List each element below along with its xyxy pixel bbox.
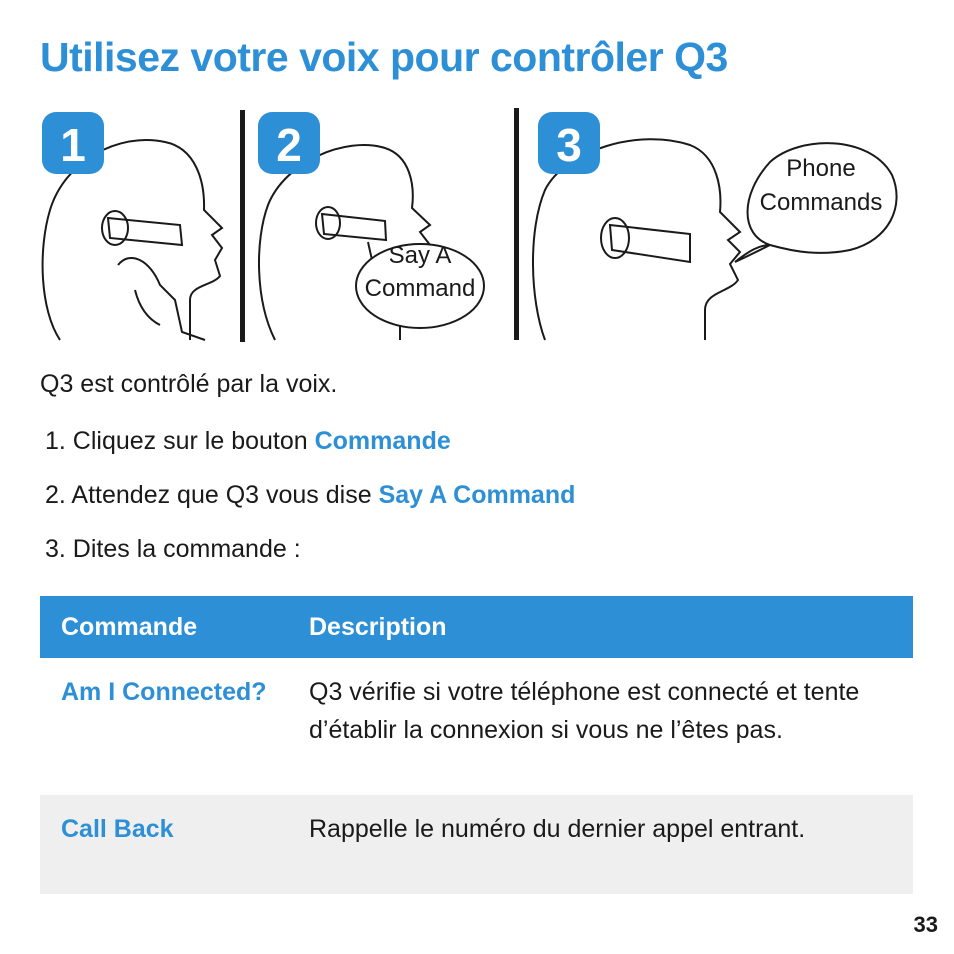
table-row <box>40 795 913 894</box>
illustration-svg <box>0 100 954 350</box>
table-header-row <box>40 596 913 658</box>
step-text: 1. Cliquez sur le bouton <box>45 427 315 455</box>
header-description: Description <box>293 596 913 658</box>
speech-tail-2 <box>368 242 372 260</box>
page-number: 33 <box>913 912 938 937</box>
command-cell: Am I Connected? <box>61 678 267 706</box>
headset-2 <box>322 214 386 240</box>
divider-1 <box>240 110 245 342</box>
bubble-say-line1: Say A <box>388 242 452 269</box>
bubble-say-line2: Command <box>364 275 476 302</box>
step-badge-2-label: 2 <box>276 119 302 171</box>
headset-1 <box>108 218 182 245</box>
divider-2 <box>514 108 519 340</box>
earpiece-1 <box>102 211 128 245</box>
description-cell: Rappelle le numéro du dernier appel entrant. <box>293 795 913 894</box>
earpiece-3 <box>601 218 629 258</box>
step-badge-1-label: 1 <box>60 119 86 171</box>
intro-text: Q3 est contrôlé par la voix. <box>40 370 338 398</box>
step-item-1 <box>45 424 575 478</box>
step-text: 3. Dites la commande : <box>45 535 301 563</box>
step-item-2 <box>45 478 575 532</box>
command-cell: Call Back <box>40 795 293 894</box>
hand-1 <box>118 258 205 340</box>
step-list <box>45 424 575 586</box>
step-highlight: Say A Command <box>378 481 576 509</box>
table-row <box>40 658 913 795</box>
step-text: 2. Attendez que Q3 vous dise <box>45 481 379 509</box>
page-title: Utilisez votre voix pour contrôler Q3 <box>40 34 728 80</box>
step-highlight: Commande <box>314 427 451 455</box>
command-table <box>40 596 913 894</box>
header-command: Commande <box>40 596 293 658</box>
step-badge-3-label: 3 <box>556 119 582 171</box>
step-item-3 <box>45 532 575 586</box>
illustrations <box>0 100 954 350</box>
bubble-phone-line2: Commands <box>759 189 883 216</box>
description-cell: Q3 vérifie si votre téléphone est connecté et tente d’établir la connexion si vous ne l’êtes pas. <box>309 678 860 744</box>
bubble-phone-line1: Phone <box>786 155 856 182</box>
